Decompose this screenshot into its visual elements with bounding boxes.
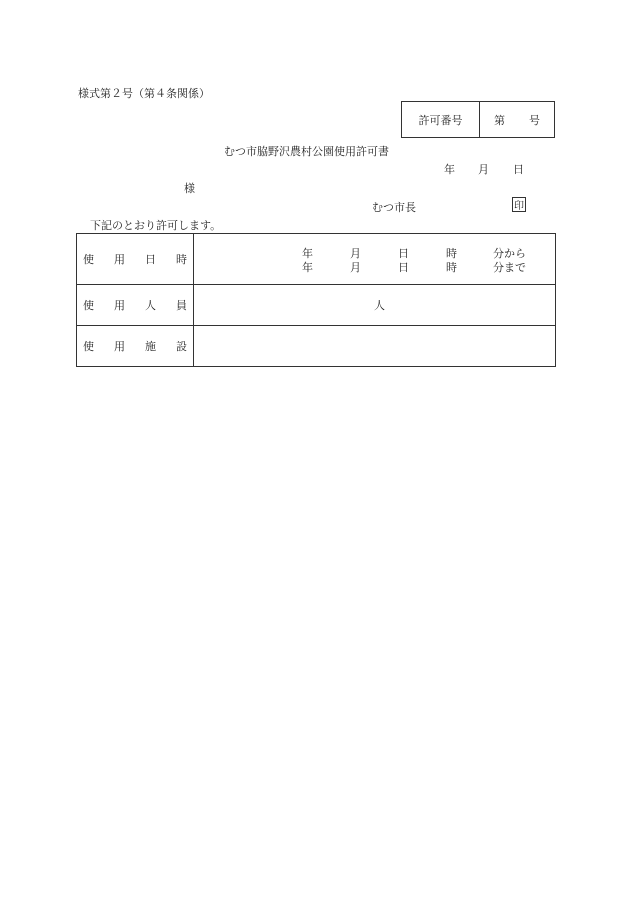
issuer-name: むつ市長 bbox=[372, 201, 416, 214]
permit-number-suffix: 号 bbox=[529, 113, 540, 127]
usage-people-label: 使 用 人 員 bbox=[77, 285, 194, 326]
recipient-honorific: 様 bbox=[184, 182, 195, 195]
permit-number-label: 許可番号 bbox=[402, 102, 480, 137]
usage-to-line: 年 月 日 時 分まで bbox=[302, 261, 526, 274]
people-unit: 人 bbox=[374, 299, 385, 312]
permit-number-box bbox=[401, 101, 555, 138]
usage-datetime-field[interactable] bbox=[194, 234, 556, 285]
usage-people-field[interactable] bbox=[194, 285, 556, 326]
permit-number-prefix: 第 bbox=[494, 113, 505, 127]
document-title: むつ市脇野沢農村公園使用許可書 bbox=[224, 145, 389, 158]
usage-facility-row bbox=[77, 326, 556, 367]
details-table bbox=[76, 233, 556, 367]
date-month-label: 月 bbox=[478, 163, 489, 176]
permit-number-field[interactable] bbox=[480, 102, 554, 137]
usage-facility-label: 使 用 施 設 bbox=[77, 326, 194, 367]
usage-datetime-row bbox=[77, 234, 556, 285]
usage-facility-field[interactable] bbox=[194, 326, 556, 367]
date-day-label: 日 bbox=[513, 163, 524, 176]
seal-mark: 印 bbox=[512, 197, 526, 212]
usage-datetime-label: 使 用 日 時 bbox=[77, 234, 194, 285]
date-year-label: 年 bbox=[444, 163, 455, 176]
issue-date[interactable] bbox=[444, 161, 524, 177]
form-number: 様式第２号（第４条関係） bbox=[78, 87, 210, 100]
usage-people-row bbox=[77, 285, 556, 326]
usage-from-line: 年 月 日 時 分から bbox=[302, 247, 526, 260]
intro-text: 下記のとおり許可します。 bbox=[90, 219, 222, 232]
